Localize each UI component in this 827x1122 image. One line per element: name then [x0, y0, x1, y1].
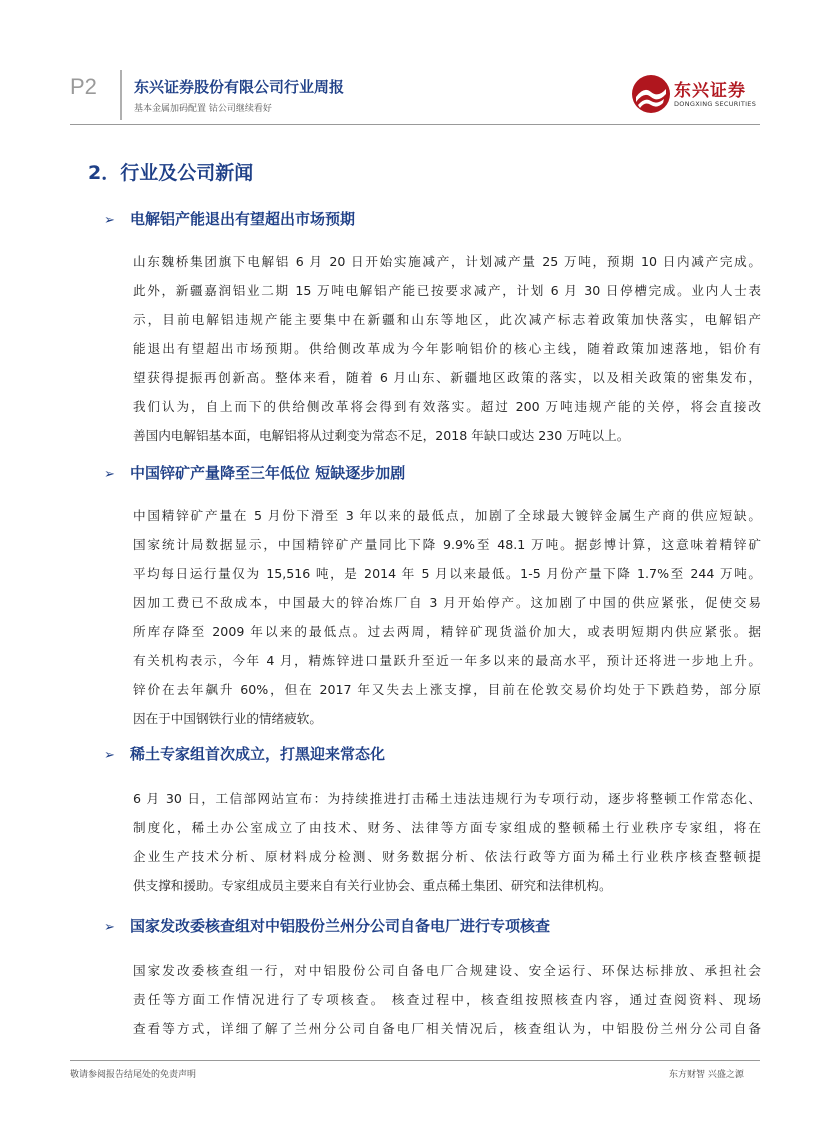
text-line: 山东魏桥集团旗下电解铝 6 月 20 日开始实施减产，计划减产量 25 万吨，预期 10 日内减产完成。 [133, 254, 761, 269]
news-heading-text: 稀土专家组首次成立，打黑迎来常态化 [130, 745, 386, 763]
text-line: 平均每日运行量仅为 15,516 吨，是 2014 年 5 月以来最低。1-5 月份产量下降 1.7%至 244 万吨。 [133, 566, 761, 581]
text-line: 示，目前电解铝违规产能主要集中在新疆和山东等地区，此次减产标志着政策加快落实，电解铝产 [133, 312, 761, 327]
report-title: 东兴证券股份有限公司行业周报 [134, 78, 345, 96]
text-line: 供支撑和援助。专家组成员主要来自有关行业协会、重点稀土集团、研究和法律机构。 [133, 878, 612, 893]
text-line: 国家发改委核查组一行，对中铝股份公司自备电厂合规建设、安全运行、环保达标排放、承担社会 [133, 963, 761, 978]
text-line: 6 月 30 日，工信部网站宣布：为持续推进打击稀土违法违规行为专项行动，逐步将整顿工作常态化、 [133, 791, 761, 806]
news-paragraph-2 [133, 501, 761, 733]
news-paragraph-1 [133, 247, 761, 450]
company-logo [630, 70, 760, 118]
text-line: 我们认为，自上而下的供给侧改革将会得到有效落实。超过 200 万吨违规产能的关停，将会直接改 [133, 399, 761, 414]
text-line: 企业生产技术分析、原材料成分检测、财务数据分析、依法行政等方面为稀土行业秩序核查整顿提 [133, 849, 761, 864]
dongxing-logo-icon [630, 72, 672, 116]
text-line: 锌价在去年飙升 60%，但在 2017 年又失去上涨支撑，目前在伦敦交易价均处于下跌趋势，部分原 [133, 682, 761, 697]
text-line: 善国内电解铝基本面，电解铝将从过剩变为常态不足，2018 年缺口或达 230 万吨以上。 [133, 428, 630, 443]
report-subtitle: 基本金属加码配置 钴公司继续看好 [134, 104, 272, 114]
news-heading-2 [104, 462, 405, 483]
logo-text-en: DONGXING SECURITIES [674, 100, 757, 108]
triangle-arrow-icon: ➢ [104, 748, 115, 763]
text-line: 中国精锌矿产量在 5 月份下滑至 3 年以来的最低点，加剧了全球最大镀锌金属生产商的供应短缺。 [133, 508, 761, 523]
triangle-arrow-icon: ➢ [104, 213, 115, 228]
section-title: 2．行业及公司新闻 [88, 162, 254, 184]
text-line: 责任等方面工作情况进行了专项核查。 核查过程中，核查组按照核查内容，通过查阅资料、现场 [133, 992, 761, 1007]
news-paragraph-3 [133, 784, 761, 900]
footer-disclaimer: 敬请参阅报告结尾处的免责声明 [70, 1070, 197, 1080]
text-line: 因加工费已不敌成本，中国最大的锌冶炼厂自 3 月开始停产。这加剧了中国的供应紧张，促使交易 [133, 595, 761, 610]
news-heading-3 [104, 743, 385, 764]
text-line: 有关机构表示，今年 4 月，精炼锌进口量跃升至近一年多以来的最高水平，预计还将进一步地上升。 [133, 653, 761, 668]
text-line: 此外，新疆嘉润铝业二期 15 万吨电解铝产能已按要求减产，计划 6 月 30 日停槽完成。业内人士表 [133, 283, 761, 298]
news-heading-text: 国家发改委核查组对中铝股份兰州分公司自备电厂进行专项核查 [130, 917, 551, 935]
text-line: 望获得提振再创新高。整体来看，随着 6 月山东、新疆地区政策的落实，以及相关政策的密集发布， [133, 370, 761, 385]
logo-text-cn: 东兴证券 [674, 81, 746, 101]
header-divider [120, 70, 122, 120]
news-heading-text: 中国锌矿产量降至三年低位 短缺逐步加剧 [130, 464, 406, 482]
news-heading-4 [104, 915, 550, 936]
footer-slogan: 东方财智 兴盛之源 [669, 1070, 744, 1080]
footer-rule [70, 1060, 760, 1061]
news-paragraph-4 [133, 956, 761, 1043]
text-line: 国家统计局数据显示，中国精锌矿产量同比下降 9.9%至 48.1 万吨。据彭博计算，这意味着精锌矿 [133, 537, 761, 552]
text-line: 所库存降至 2009 年以来的最低点。过去两周，精锌矿现货溢价加大，或表明短期内供应紧张。据 [133, 624, 761, 639]
text-line: 制度化，稀土办公室成立了由技术、财务、法律等方面专家组成的整顿稀土行业秩序专家组，将在 [133, 820, 761, 835]
header-rule [70, 124, 760, 125]
page-number: P2 [70, 74, 97, 99]
triangle-arrow-icon: ➢ [104, 920, 115, 935]
text-line: 因在于中国钢铁行业的情绪疲软。 [133, 711, 322, 726]
text-line: 能退出有望超出市场预期。供给侧改革成为今年影响铝价的核心主线，随着政策加速落地，铝价有 [133, 341, 761, 356]
news-heading-text: 电解铝产能退出有望超出市场预期 [130, 210, 356, 228]
news-heading-1 [104, 208, 355, 229]
triangle-arrow-icon: ➢ [104, 467, 115, 482]
text-line: 查看等方式，详细了解了兰州分公司自备电厂相关情况后，核查组认为，中铝股份兰州分公司自备 [133, 1021, 761, 1036]
